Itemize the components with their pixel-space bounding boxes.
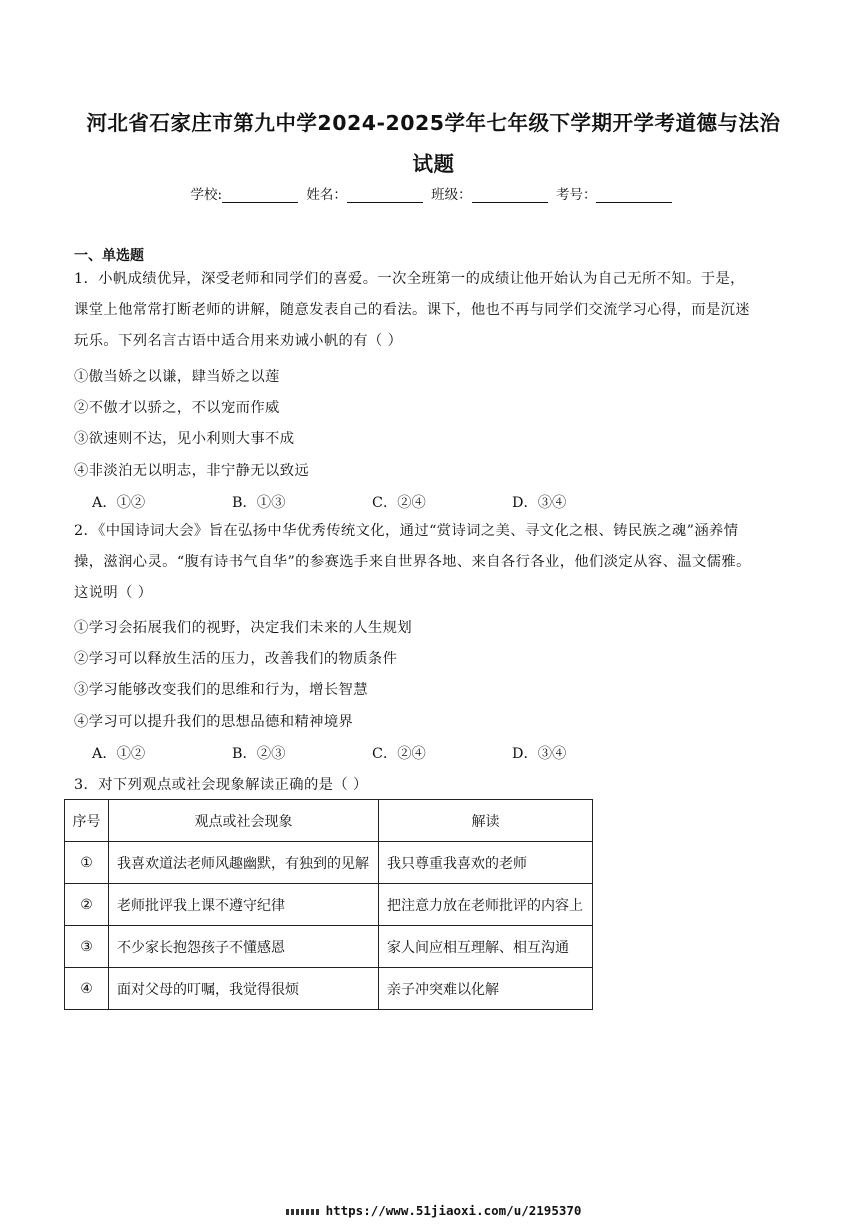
school-label: 学校: [190, 187, 223, 203]
header-cell: 解读 [379, 800, 593, 842]
page-footer [0, 1203, 867, 1218]
table-cell: 面对父母的叮嘱，我觉得很烦 [109, 968, 379, 1010]
table-row [65, 842, 593, 884]
question-1-options [92, 492, 652, 512]
question-1-item: ④非淡泊无以明志，非宁静无以致远 [74, 463, 310, 479]
question-1-stem: 1．小帆成绩优异，深受老师和同学们的喜爱。一次全班第一的成绩让他开始认为自己无所不知。于是，课堂上他常常打断老师的讲解，随意发表自己的看法。课下，他也不再与同学们交流学习心得，而是沉迷玩乐。下列名言古语中适合用来劝诫小帆的有（ ） [74, 271, 751, 349]
section-heading: 一、单选题 [74, 248, 144, 264]
name-blank[interactable] [347, 189, 423, 203]
class-label: 班级： [431, 187, 472, 203]
table-row [65, 968, 593, 1010]
option-d[interactable]: D．③④ [512, 746, 567, 762]
table-cell: 我只尊重我喜欢的老师 [379, 842, 593, 884]
exam-no-label: 考号： [555, 187, 597, 203]
question-2-item: ③学习能够改变我们的思维和行为，增长智慧 [74, 682, 368, 698]
footer-url-link[interactable]: https://www.51jiaoxi.com/u/2195370 [325, 1203, 582, 1218]
table-cell: ③ [65, 926, 109, 968]
question-3-table [64, 799, 593, 1010]
table-cell: ① [65, 842, 109, 884]
table-row [65, 926, 593, 968]
option-c[interactable]: C．②④ [372, 746, 426, 762]
table-cell: 家人间应相互理解、相互沟通 [379, 926, 593, 968]
header-cell: 序号 [65, 800, 109, 842]
table-cell: 我喜欢道法老师风趣幽默，有独到的见解 [109, 842, 379, 884]
table-cell: 老师批评我上课不遵守纪律 [109, 884, 379, 926]
student-info-row [0, 183, 867, 203]
question-3-stem: 3．对下列观点或社会现象解读正确的是（ ） [74, 777, 368, 793]
option-b[interactable]: B．②③ [232, 746, 286, 762]
exam-no-blank[interactable] [596, 189, 672, 203]
question-1-item: ②不傲才以骄之，不以宠而作威 [74, 400, 280, 416]
question-2-item: ④学习可以提升我们的思想品德和精神境界 [74, 714, 354, 730]
option-a[interactable]: A．①② [92, 495, 146, 511]
question-2-options [92, 743, 652, 763]
table-cell: ④ [65, 968, 109, 1010]
name-label: 姓名： [306, 187, 347, 203]
watermark-logo [286, 1209, 320, 1215]
option-d[interactable]: D．③④ [512, 495, 567, 511]
question-1-item: ①傲当娇之以谦，肆当娇之以莲 [74, 369, 280, 385]
option-b[interactable]: B．①③ [232, 495, 286, 511]
school-blank[interactable] [222, 189, 298, 203]
option-a[interactable]: A．①② [92, 746, 146, 762]
question-1-item: ③欲速则不达，见小利则大事不成 [74, 431, 295, 447]
table-cell: 不少家长抱怨孩子不懂感恩 [109, 926, 379, 968]
document-title-line2: 试题 [412, 152, 455, 176]
document-title-line1: 河北省石家庄市第九中学2024-2025学年七年级下学期开学考道德与法治 [86, 111, 781, 135]
header-cell: 观点或社会现象 [109, 800, 379, 842]
table-cell: ② [65, 884, 109, 926]
table-cell: 亲子冲突难以化解 [379, 968, 593, 1010]
question-2-item: ①学习会拓展我们的视野，决定我们未来的人生规划 [74, 620, 413, 636]
table-header-row [65, 800, 593, 842]
class-blank[interactable] [472, 189, 548, 203]
option-c[interactable]: C．②④ [372, 495, 426, 511]
question-2-item: ②学习可以释放生活的压力，改善我们的物质条件 [74, 651, 398, 667]
question-2-stem: 2．《中国诗词大会》旨在弘扬中华优秀传统文化，通过“赏诗词之美、寻文化之根、铸民族之魂”涵养情操，滋润心灵。“腹有诗书气自华”的参赛选手来自世界各地、来自各行各业，他们淡定从容、温文儒雅。这说明（ ） [74, 523, 751, 601]
table-cell: 把注意力放在老师批评的内容上 [379, 884, 593, 926]
table-row [65, 884, 593, 926]
